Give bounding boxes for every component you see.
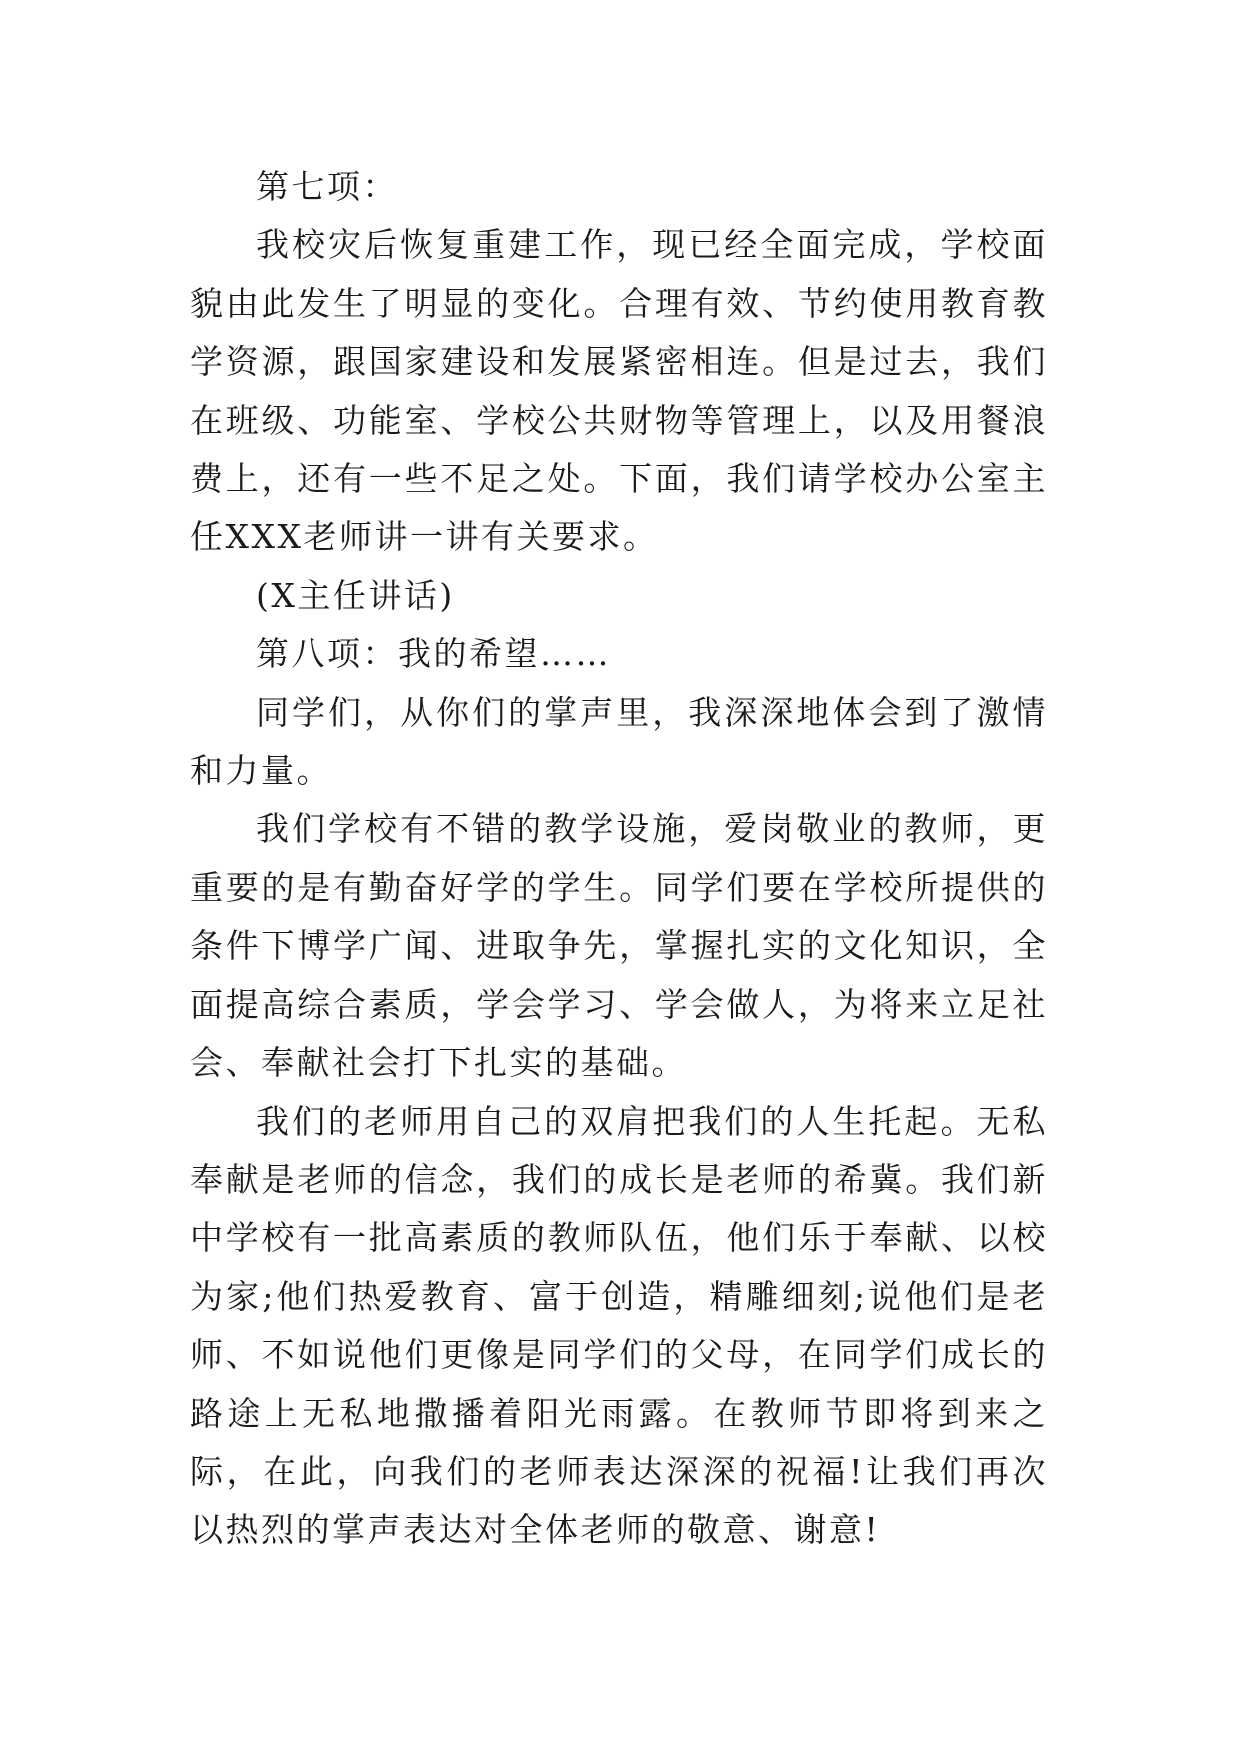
paragraph-applause: 同学们，从你们的掌声里，我深深地体会到了激情和力量。 [190,692,1048,791]
paragraph-item-eight: 第八项：我的希望…… [256,634,611,674]
paragraph-item-seven: 第七项： [256,167,398,206]
paragraph-reconstruction: 我校灾后恢复重建工作，现已经全面完成，学校面貌由此发生了明显的变化。合理有效、节约使用教育教学资源，跟国家建设和发展紧密相连。但是过去，我们在班级、功能室、学校公共财物等管理上，以及用餐浪费上，还有一些不足之处。下面，我们请学校办公室主任XXX老师讲一讲有关要求。 [190,225,1048,557]
paragraph-teachers: 我们的老师用自己的双肩把我们的人生托起。无私奉献是老师的信念，我们的成长是老师的希冀。我们新中学校有一批高素质的教师队伍，他们乐于奉献、以校为家;他们热爱教育、富于创造，精雕细刻;说他们是老师、不如说他们更像是同学们的父母，在同学们成长的路途上无私地撒播着阳光雨露。在教师节即将到来之际，在此，向我们的老师表达深深的祝福!让我们再次以热烈的掌声表达对全体老师的敬意、谢意! [190,1101,1048,1550]
paragraph-school-facilities: 我们学校有不错的教学设施，爱岗敬业的教师，更重要的是有勤奋好学的学生。同学们要在学校所提供的条件下博学广闻、进取争先，掌握扎实的文化知识，全面提高综合素质，学会学习、学会做人，为将来立足社会、奉献社会打下扎实的基础。 [190,809,1048,1083]
document-body [190,158,1048,1560]
paragraph-director-speech: (X主任讲话) [256,575,455,615]
